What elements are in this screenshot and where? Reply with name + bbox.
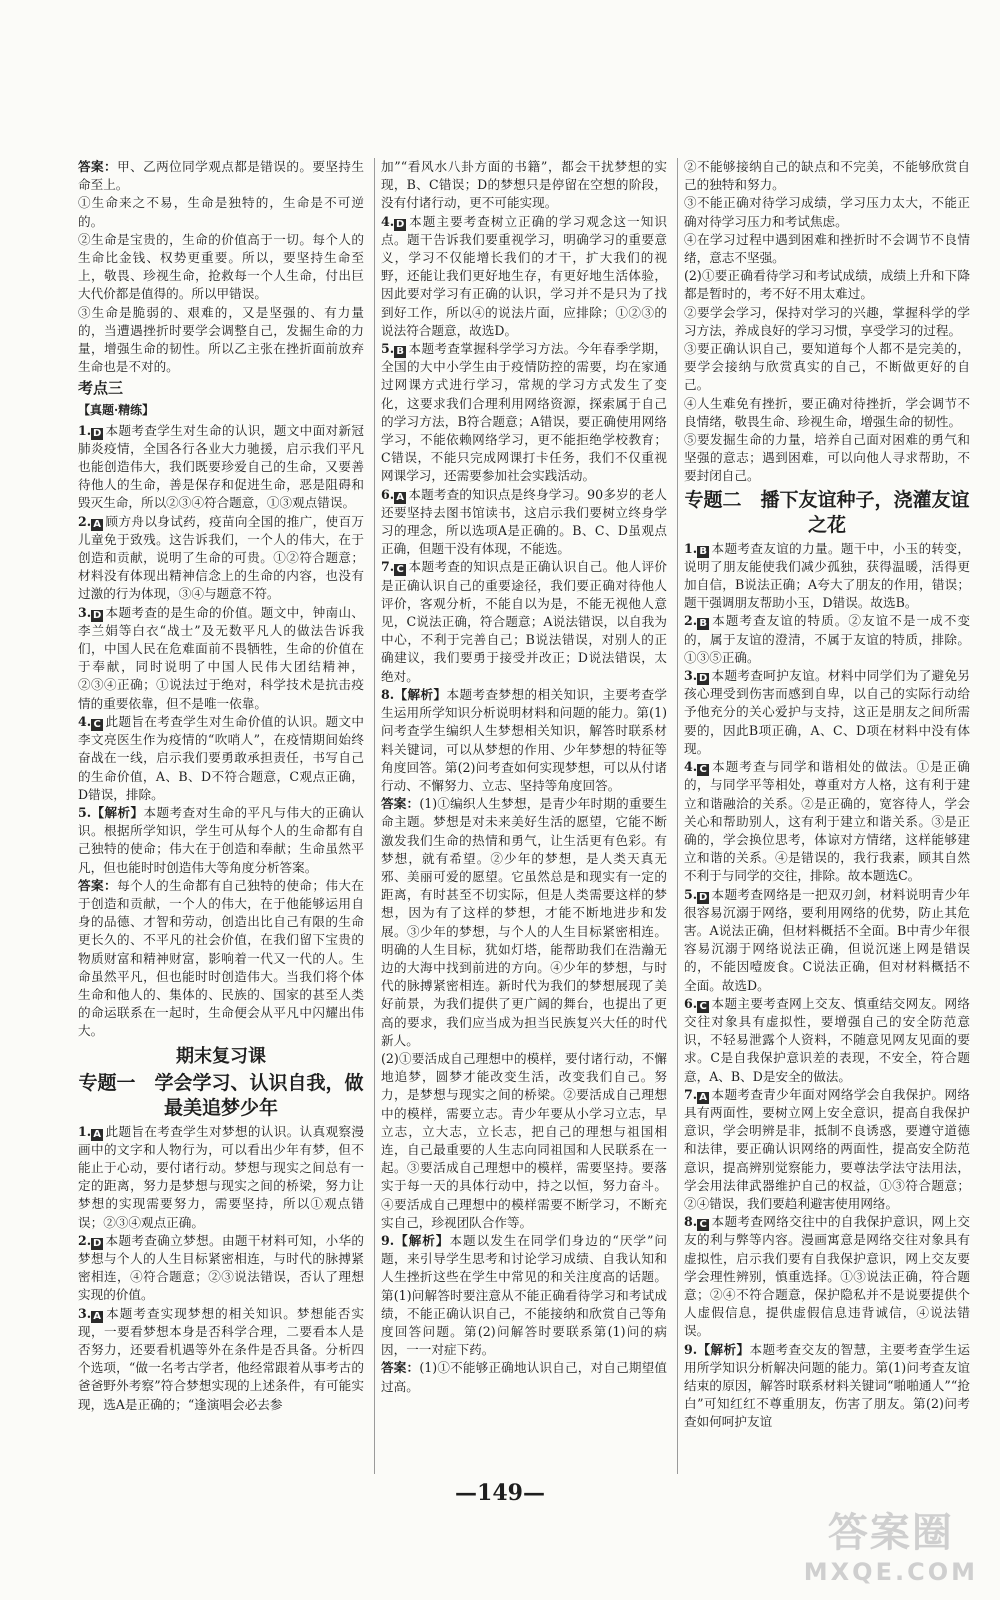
answer-choice-badge: C (697, 1219, 709, 1231)
answer-choice-badge: D (699, 673, 708, 685)
question-number: 3. (78, 1305, 92, 1321)
answer-choice-badge: C (91, 719, 103, 731)
chapter-title: 期末复习课 (176, 1045, 266, 1067)
paragraph: (2)①要活成自己理想中的模样，要付诸行动，不懈地追梦，圆梦才能改变生活，改变我们自己。努力，是梦想与现实之间的桥梁。②要活成自己理想中的模样，需要立志。青少年要从小学习立志，早立志，立大志，立长志，把自己的理想与祖国相连，自己最重要的人生志向同祖国和人民联系在一起。③要活成自己理想中的模样，需要坚持。要落实于每一天的具体行动中，持之以恒，努力奋斗。④要活成自己理想中的模样需要不断学习，不断充实自己，珍视团队合作等。 (381, 1050, 667, 1230)
explanation-text: 本题考查梦想的相关知识，主要考查学生运用所学知识分析说明材料和问题的能力。第(1)问考查学生编织人生梦想相关知识，解答时联系材料关键词，可以从梦想的作用、少年梦想的特征等角度回答。第(2)问考查如何实现梦想，可以从付诸行动、不懈努力、立志、坚持等角度回答。 (381, 686, 667, 793)
question-number: 3. (684, 668, 698, 684)
explanation-text: 本题考查网络交往中的自我保护意识，网上交友的利与弊等内容。漫画寓意是网络交往对象具有虚拟性，启示我们要有自我保护意识，网上交友要学会理性辨别，慎重选择。①③说法正确，符合题意；②④不符合题意，保护隐私并不是说要提供个人虚假信息，提供虚假信息违背诚信，④说法错误。 (684, 1214, 970, 1339)
answer-choice-badge: D (93, 1237, 102, 1249)
question-item (684, 886, 970, 995)
answer-text: 每个人的生命都有自己独特的使命；伟大在于创造和贡献，一个人的伟大，在于他能够运用自身的品德、才智和劳动，创造出比自己有限的生命更长久的、不平凡的社会价值，在我们留下宝贵的物质财富和精神财富，影响着一代又一代的人。生命虽然平凡，但也能时时创造伟大。当我们将个体生命和他人的、集体的、民族的、国家的甚至人类的命运联系在一起时，生命便会从平凡中闪耀出伟大。 (78, 877, 364, 1039)
answer-block (78, 158, 364, 194)
question-number: 7. (381, 559, 395, 575)
question-item (78, 804, 364, 877)
question-item (684, 758, 970, 885)
answer-choice-badge: D (93, 427, 102, 439)
question-item (78, 513, 364, 604)
question-number: 6. (381, 486, 395, 502)
question-number: 5. (381, 341, 395, 357)
explanation-text: 本题考查的是生命的价值。题文中，钟南山、李兰娟等白衣“战士”及无数平凡人的做法告诉我们，中国人民在危难面前不畏牺牲，生命的价值在于奉献，同时说明了中国人民伟大团结精神，②③④正确；①说法过于绝对，科学技术是抗击疫情的重要依靠，但不是唯一依靠。 (78, 604, 364, 711)
question-number: 7. (684, 1086, 698, 1102)
explanation-text: 本题考查交友的智慧，主要考查学生运用所学知识分析解决问题的能力。第(1)问考查友谊结束的原因，解答时联系材料关键词“啪啪通人”“抢白”可知红红不尊重朋友，伤害了朋友。第(2)问考查如何呵护友谊 (684, 1341, 970, 1430)
paragraph: 加”“看风水八卦方面的书籍”，都会干扰梦想的实现，B、C错误；D的梦想只是停留在空想的阶段，没有付诸行动，更不可能实现。 (381, 159, 667, 211)
explanation-text: 本题考查掌握科学学习方法。今年春季学期，全国的大中小学生由于疫情防控的需要，均在家通过网课方式进行学习，常规的学习方式发生了变化，这要求我们合理利用网络资源，探索属于自己的学习方法，B符合题意；A错误，要正确使用网络学习，不能依赖网络学习，更不能拒绝学校教育；C错误，不能只完成网课打卡任务，我们不仅重视网课学习，还需要参加社会实践活动。 (381, 341, 667, 484)
answer-label: 答案： (78, 877, 118, 893)
explanation-text: 本题考查与同学和谐相处的做法。①是正确的，与同学平等相处，尊重对方人格，这有利于建立和谐融洽的关系。②是正确的，宽容待人，学会关心和帮助别人，这有利于建立和谐关系。③是正确的，学会换位思考，体谅对方情绪，这样能够建立和谐的关系。④是错误的，我行我素，顾其自然不利于与同学的交往，排除。故本题选C。 (684, 759, 970, 884)
explanation-text: 本题以发生在同学们身边的“厌学”问题，来引导学生思考和讨论学习成绩、自我认知和人生挫折这些在学生中常见的和关注度高的话题。第(1)问解答时要注意从不能正确看待学习和考试成绩，不能正确认识自己，不能接纳和欣赏自己等角度回答问题。第(2)问解答时要联系第(1)问的病因，一一对症下药。 (381, 1232, 667, 1358)
question-number: 2. (684, 613, 698, 629)
explanation-text: 本题考查友谊的特质。②友谊不是一成不变的，属于友谊的澄清，不属于友谊的特质，排除。①③⑤正确。 (684, 613, 970, 665)
answer-text: (1)①不能够正确地认识自己，对自己期望值过高。 (381, 1360, 667, 1394)
paragraph: ③不能正确对待学习成绩，学习压力太大，不能正确对待学习压力和考试焦虑。 (684, 195, 970, 229)
question-number: 8. (381, 686, 395, 702)
paragraph: ②要学会学习，保持对学习的兴趣，掌握科学的学习方法，养成良好的学习习惯，享受学习的过程。 (684, 304, 970, 338)
explanation-text: 本题考查实现梦想的相关知识。梦想能否实现，一要看梦想本身是否科学合理，二要看本人是否努力，还要看机遇等外在条件是否具备。分析四个选项，“做一名考古学者，他经常跟着从事考古的爸爸野外考察”符合梦想实现的上述条件，有可能实现，选A是正确的；“逢演唱会必去参 (78, 1305, 364, 1412)
answer-choice-badge: C (697, 764, 709, 776)
explanation-text: 顾方舟以身试药，疫苗向全国的推广，使百万儿童免于致残。这告诉我们，一个人的伟大，在于创造和贡献，说明了生命的可贵。①②符合题意；材料没有体现出精神信念上的生命的内容，也没有过激的行为体现，③④与题意不符。 (78, 513, 364, 602)
explanation-text: 此题旨在考查学生对梦想的认识。认真观察漫画中的文字和人物行为，可以看出少年有梦，但不能止于心动，要付诸行动。梦想与现实之间总有一定的距离，努力是梦想与现实之间的桥梁，努力让梦想的实现需要努力，需要坚持，所以①观点错误；②③④观点正确。 (78, 1123, 364, 1230)
paragraph: (2)①要正确看待学习和考试成绩，成绩上升和下降都是暂时的，考不好不用太难过。 (684, 268, 970, 302)
explanation-text: 本题考查确立梦想。由题干材料可知，小华的梦想与个人的人生目标紧密相连，与时代的脉搏紧密相连，④符合题意；②③说法错误，否认了理想实现的价值。 (78, 1232, 364, 1303)
explanation-text: 本题主要考查网上交友、慎重结交网友。网络交往对象具有虚拟性，要增强自己的安全防范意识，不轻易泄露个人资料，不随意见网友见面的要求。C是自我保护意识差的表现，不安全，符合题意，A、B、D是安全的做法。 (684, 995, 970, 1084)
question-item (78, 713, 364, 804)
answer-choice-badge: D (699, 891, 708, 903)
answer-text: (1)①编织人生梦想，是青少年时期的重要生命主题。梦想是对未来美好生活的愿望，它能不断激发我们生命的热情和勇气，让生活更有色彩。有梦想，就有希望。②少年的梦想，是人类天真无邪、美丽可爱的愿望。它虽然总是和现实有一定的距离，有时甚至不切实际，但是人类需要这样的梦想，因为有了这样的梦想，才能不断地进步和发展。③少年的梦想，与个人的人生目标紧密相连。明确的人生目标，犹如灯塔，能帮助我们在浩瀚无边的大海中找到前进的方向。④少年的梦想，与时代的脉搏紧密相连。新时代为我们的梦想展现了美好前景，为我们提供了更广阔的舞台，也提出了更高的要求，我们应当成为担当民族复兴大任的时代新人。 (381, 796, 667, 1048)
paragraph: ⑤要发掘生命的力量，培养自己面对困难的勇气和坚强的意志；遇到困难，可以向他人寻求帮助，不要封闭自己。 (684, 432, 970, 484)
paragraph: ④人生难免有挫折，要正确对待挫折，学会调节不良情绪，敬畏生命、珍视生命，增强生命的韧性。 (684, 395, 970, 429)
question-number: 3. (78, 604, 92, 620)
question-number: 6. (684, 995, 698, 1011)
paragraph: ④在学习过程中遇到困难和挫折时不会调节不良情绪，意志不坚强。 (684, 231, 970, 266)
question-number: 4. (684, 759, 698, 775)
question-number: 1. (78, 1123, 92, 1139)
question-item (381, 1232, 667, 1359)
question-number: 5. (78, 804, 92, 820)
question-number: 2. (78, 513, 92, 529)
question-item (684, 612, 970, 667)
question-number: 1. (684, 540, 698, 556)
answer-choice-badge: A (697, 1092, 709, 1104)
column-middle (374, 158, 667, 1474)
question-number: 8. (684, 1214, 698, 1230)
question-item (78, 1232, 364, 1305)
watermark-logo (804, 1501, 978, 1586)
answer-choice-badge: A (91, 519, 103, 531)
answer-choice-badge: A (394, 492, 406, 504)
answer-choice-badge: A (91, 1129, 103, 1141)
page-body (78, 158, 970, 1474)
answer-label: 答案： (78, 159, 118, 174)
answer-choice-badge: A (91, 1311, 103, 1323)
answer-block (381, 1359, 667, 1395)
question-item (78, 1305, 364, 1414)
explanation-text: 本题考查呵护友谊。材料中同学们为了避免另孩心理受到伤害而感到自卑，以自己的实际行动给予他充分的关心爱护与支持，这正是朋友之间所需要的，因此B项正确，A、C、D项在材料中没有体现。 (684, 668, 970, 756)
answer-choice-badge: D (396, 218, 405, 230)
question-item (78, 422, 364, 513)
question-number: 9. (684, 1341, 698, 1357)
watermark-url: MXQE.COM (803, 1558, 978, 1586)
paragraph: ①生命来之不易，生命是独特的，生命是不可逆的。 (78, 195, 364, 229)
answer-choice-badge: B (697, 546, 709, 558)
watermark-title: 答案圈 (827, 1510, 954, 1556)
question-item (381, 686, 667, 795)
question-number: 9. (381, 1232, 395, 1248)
question-item (381, 213, 667, 340)
explanation-text: 本题考查对生命的平凡与伟大的正确认识。根据所学知识，学生可从每个人的生命都有自己独特的使命；伟大在于创造和奉献；生命虽然平凡，但也能时时创造伟大等角度分析答案。 (78, 804, 364, 875)
question-number: 2. (78, 1232, 92, 1248)
explanation-text: 此题旨在考查学生对生命价值的认识。题文中李文亮医生作为疫情的“吹哨人”，在疫情期间始终奋战在一线，启示我们要勇敢承担责任，书写自己的生命价值，A、B、D不符合题意，C观点正确，D错误，排除。 (78, 713, 364, 802)
analysis-label: 【解析】 (697, 1341, 750, 1357)
answer-label: 答案： (381, 796, 420, 812)
answer-choice-badge: C (697, 1001, 709, 1013)
explanation-text: 本题考查学生对生命的认识，题文中面对新冠肺炎疫情，全国各行各业大力驰援，启示我们平凡也能创造伟大，我们既要珍爱自己的生命，又要善待他人的生命，善是保存和促进生命，恶是阻碍和毁灭生命，所以②③④符合题意，①③观点错误。 (78, 422, 364, 511)
question-number: 1. (78, 422, 92, 438)
paragraph: ②生命是宝贵的，生命的价值高于一切。每个人的生命比金钱、权势更重要。所以，要坚持生命至上，敬畏、珍视生命，抢救每一个人生命，付出巨大代价都是值得的。所以甲错误。 (78, 231, 364, 302)
answer-choice-badge: C (394, 564, 406, 576)
question-number: 5. (684, 886, 698, 902)
explanation-text: 本题考查友谊的力量。题干中，小玉的转变，说明了朋友能使我们减少孤独，获得温暖，活得更加自信，B说法正确；A夸大了朋友的作用，错误；题干强调朋友帮助小玉，D错误。故选B。 (684, 540, 970, 611)
column-right (677, 158, 970, 1474)
question-item (78, 1123, 364, 1232)
explanation-text: 本题考查网络是一把双刃剑，材料说明青少年很容易沉溺于网络，要利用网络的优势，防止其危害。A说法正确，但材料概括不全面。B中青少年很容易沉溺于网络说法正确，但说沉迷上网是错误的，不能因噎废食。C说法正确，但对材料概括不全面。故选D。 (684, 886, 970, 993)
explanation-text: 本题考查青少年面对网络学会自我保护。网络具有两面性，要树立网上安全意识，提高自我保护意识，学会明辨是非，抵制不良诱惑，要遵守道德和法律，要正确认识网络的两面性，提高安全防范意识，提高辨别觉察能力，要尊法学法守法用法，学会用法律武器维护自己的权益，①③符合题意；②④错误，我们要趋利避害使用网络。 (684, 1086, 970, 1211)
paragraph: ③要正确认识自己，要知道每个人都不是完美的，要学会接纳与欣赏真实的自己，不断做更好的自己。 (684, 341, 970, 393)
question-item (684, 1341, 970, 1432)
question-item (684, 995, 970, 1086)
question-item (381, 558, 667, 685)
answer-choice-badge: B (394, 346, 406, 358)
page-number: —149— (455, 1480, 545, 1506)
column-left (78, 158, 364, 1474)
answer-block (381, 795, 667, 1050)
question-item (78, 604, 364, 713)
answer-text: 甲、乙两位同学观点都是错误的。要坚持生命至上。 (78, 159, 364, 193)
question-item (381, 340, 667, 486)
explanation-text: 本题考查的知识点是终身学习。90多岁的老人还要坚持去图书馆读书，这启示我们要树立终身学习的理念，所以选项A是正确的。B、C、D虽观点正确，但题干没有体现，不能选。 (381, 486, 667, 557)
explanation-text: 本题考查的知识点是正确认识自己。他人评价是正确认识自己的重要途径，我们要正确对待他人评价，客观分析，不能自以为是，不能无视他人意见，C说法正确，符合题意；A说法错误，以自我为中心，不利于完善自己；B说法错误，对别人的正确建议，我们要勇于接受并改正；D说法错误，太绝对。 (381, 559, 667, 684)
analysis-label: 【解析】 (394, 1232, 450, 1248)
paragraph: ③生命是脆弱的、艰难的，又是坚强的、有力量的，当遭遇挫折时要学会调整自己，发掘生命的力量，增强生命的韧性。所以乙主张在挫折面前放弃生命也是不对的。 (78, 304, 364, 375)
answer-block (78, 877, 364, 1041)
question-item (684, 1086, 970, 1213)
answer-choice-badge: D (93, 609, 102, 621)
question-item (381, 486, 667, 559)
topic-title: 专题一 学会学习、认识自我，做最美追梦少年 (78, 1071, 364, 1119)
question-item (684, 667, 970, 758)
question-number: 4. (78, 713, 92, 729)
question-item (684, 1213, 970, 1340)
question-item (684, 540, 970, 613)
topic-title: 专题二 播下友谊种子，浇灌友谊之花 (684, 488, 970, 536)
analysis-label: 【解析】 (394, 686, 447, 702)
answer-label: 答案： (381, 1360, 420, 1376)
paragraph: ②不能够接纳自己的缺点和不完美，不能够欣赏自己的独特和努力。 (684, 159, 970, 193)
question-number: 4. (381, 213, 395, 229)
analysis-label: 【解析】 (91, 804, 144, 820)
explanation-text: 本题主要考查树立正确的学习观念这一知识点。题干告诉我们要重视学习，明确学习的重要意义，学习不仅能增长我们的才干，扩大我们的视野，还能让我们更好地生存，有更好地生活体验，因此要对学习有正确的认识，学习并不是只为了找到好工作，所以④的说法片面，应排除；①②③的说法符合题意，故选D。 (381, 213, 667, 338)
subsection-label: 【真题·精练】 (78, 403, 155, 418)
section-heading: 考点三 (78, 379, 124, 398)
answer-choice-badge: B (697, 618, 709, 630)
